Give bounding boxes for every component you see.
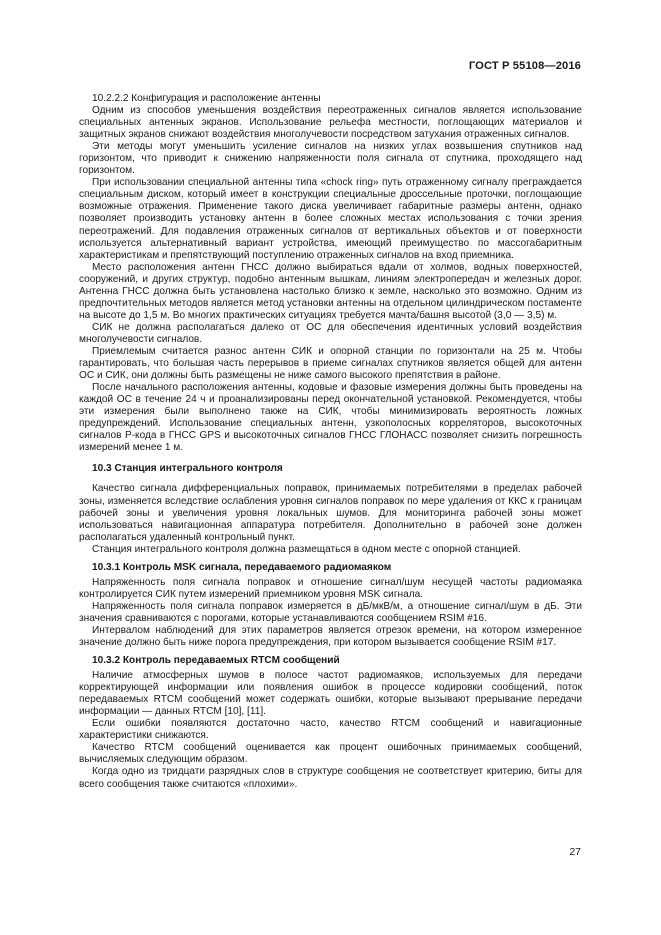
document-body: [79, 93, 582, 791]
paragraph: СИК не должна располагаться далеко от ОС для обеспечения идентичных условий воздействия многолучевости сигналов.: [79, 321, 582, 345]
section-heading-10-3: 10.3 Станция интегрального контроля: [92, 463, 283, 475]
paragraph: Качество RTCM сообщений оценивается как процент ошибочных принимаемых сообщений, вычисляемых следующим образом.: [79, 742, 582, 766]
page-number: 27: [569, 846, 581, 858]
standard-header: ГОСТ Р 55108—2016: [468, 60, 581, 72]
paragraph: Если ошибки появляются достаточно часто, качество RTCM сообщений и навигационные характеристики снижаются.: [79, 718, 582, 742]
paragraph: Интервалом наблюдений для этих параметров является отрезок времени, на котором измеренное значение должно быть ниже порога предупреждения, при котором вызывается сообщение RSIM #17.: [79, 624, 582, 649]
paragraph: Одним из способов уменьшения воздействия переотраженных сигналов является использование специальных антенных экранов. Использование рельефа местности, поглощающих материалов и защитных экранов снижают воздействия многолучевости посредством затухания отраженных сигналов.: [79, 105, 582, 141]
section-heading-10-3-1: 10.3.1 Контроль MSK сигнала, передаваемого радиомаяком: [92, 561, 392, 573]
paragraph: Напряженность поля сигнала поправок измеряется в дБ/мкВ/м, а отношение сигнал/шум в дБ. Эти значения сравниваются с порогами, которые устанавливаются сообщением RSIM #16.: [79, 600, 582, 624]
section-heading-10-2-2-2: 10.2.2.2 Конфигурация и расположение антенны: [92, 93, 321, 104]
paragraph: После начального расположения антенны, кодовые и фазовые измерения должны быть проведены на каждой ОС в течение 24 ч и проанализированы перед окончательной установкой. Рекомендуется, чтобы эти измерения были выполнено также на СИК, чтобы минимизировать вероятность ложных предупреждений. Использование специальных антенн, узкополосных корреляторов, высокоточных сигналов Р-кода в ГНСС GPS и высокоточных сигналов ГНСС ГЛОНАСС позволяет снизить погрешность измерений менее 1 м.: [79, 382, 582, 454]
paragraph: Качество сигнала дифференциальных поправок, принимаемых потребителями в пределах рабочей зоны, изменяется вследствие ослабления уровня сигналов поправок по мере удаления от ККС к границам рабочей зоны и увеличения уровня локальных шумов. Для мониторинга рабочей зоны может использоваться навигационная аппаратура потребителя. Дополнительно в рабочей зоне должен располагаться удаленный контрольный пункт.: [79, 483, 582, 543]
paragraph: Напряженность поля сигнала поправок и отношение сигнал/шум несущей частоты радиомаяка контролируется СИК путем измерений приемником уровня MSK сигнала.: [79, 576, 582, 600]
section-heading-10-3-2: 10.3.2 Контроль передаваемых RTCM сообщений: [92, 655, 340, 667]
paragraph: Станция интегрального контроля должна размещаться в одном месте с опорной станцией.: [92, 543, 521, 555]
paragraph: Место расположения антенн ГНСС должно выбираться вдали от холмов, водных поверхностей, сооружений, и других структур, подобно антенным вышкам, линиям электропередач и железных дорог. Антенна ГНСС должна быть установлена настолько близко к земле, насколько это возможно. Одним из предпочтительных методов является метод установки антенны на отдельном цилиндрическом постаменте на высоте до 1,5 м. Во многих практических ситуациях требуется мачта/башня высотой (3,0 — 3,5) м.: [79, 261, 582, 321]
paragraph: Эти методы могут уменьшить усиление сигналов на низких углах возвышения спутников над горизонтом, что приводит к снижению напряженности поля сигнала от спутника, проходящего над горизонтом.: [79, 141, 582, 177]
paragraph: Приемлемым считается разнос антенн СИК и опорной станции по горизонтали на 25 м. Чтобы гарантировать, что большая часть перерывов в приеме сигналах спутников является общей для антенн ОС и СИК, они должны быть размещены не ниже самого высокого препятствия в районе.: [79, 345, 582, 382]
paragraph: Когда одно из тридцати разрядных слов в структуре сообщения не соответствует критерию, биты для всего сообщения также считаются «плохими».: [79, 766, 582, 790]
paragraph: При использовании специальной антенны типа «chock ring» путь отраженному сигналу преграждается специальным диском, который имеет в конструкции специальные дроссельные проточки, поглощающие возможные отражения. Применение такого диска увеличивает габаритные размеры антенн, однако позволяет производить установку антенн в более сложных местах использования с точки зрения переотражений. Для подавления отраженных сигналов от вертикальных объектов и от поверхности используется альтернативный вариант устройства, имеющий преимущество по массогабаритным характеристикам и препятствующий поступлению отраженных сигналов на вход приемника.: [79, 177, 582, 261]
paragraph: Наличие атмосферных шумов в полосе частот радиомаяков, используемых для передачи корректирующей информации или появления ошибок в процессе кодировки сообщений, поток передаваемых RTCM сообщений может содержать ошибки, которые вызывают прерывание передачи информации — данных RTCM [10], [11].: [79, 670, 582, 718]
